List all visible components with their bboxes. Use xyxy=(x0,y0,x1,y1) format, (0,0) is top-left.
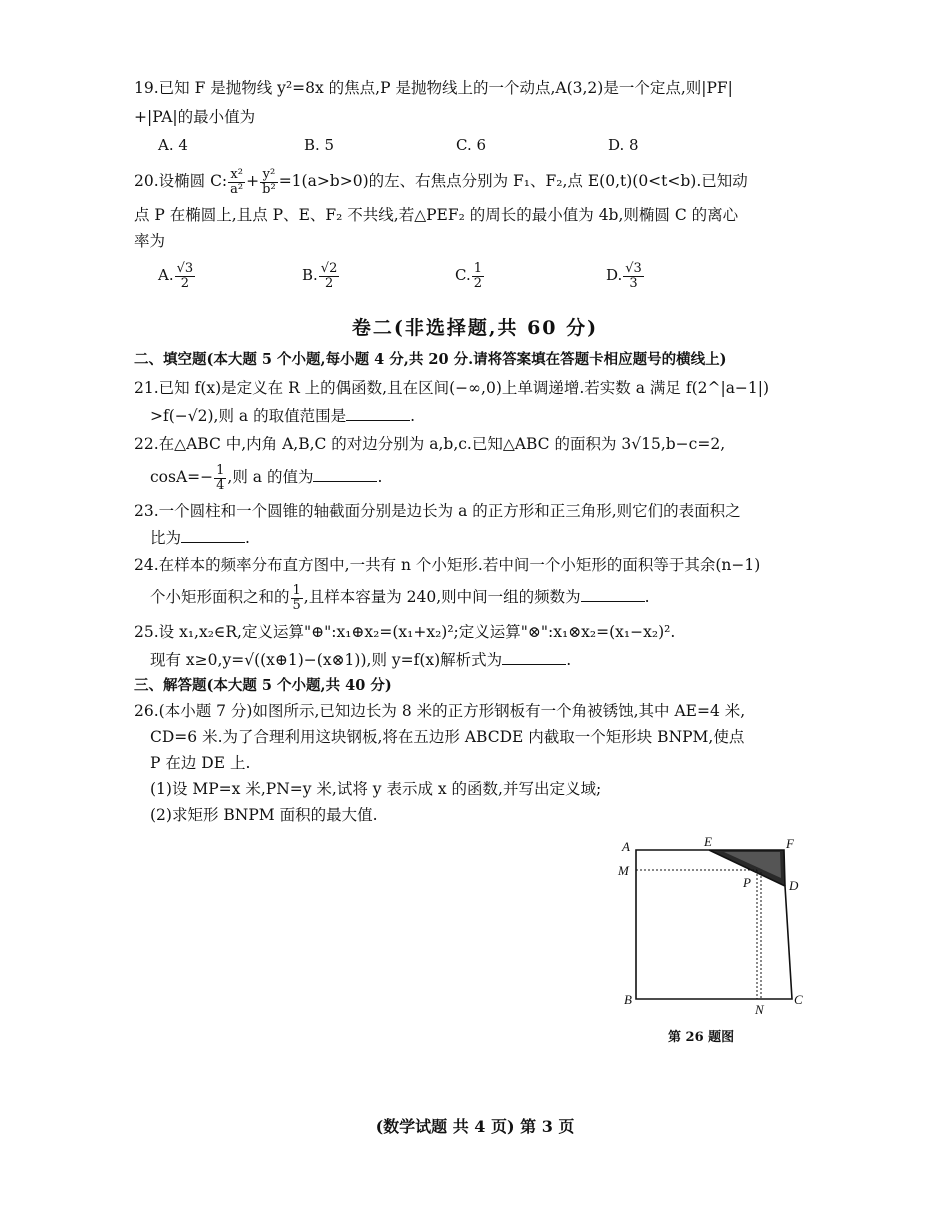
option-fraction xyxy=(319,262,340,291)
q21-line2-post: . xyxy=(410,407,416,425)
label-f: F xyxy=(786,836,794,851)
q26-figure xyxy=(612,832,822,1047)
q23-line2-pre: 比为 xyxy=(150,529,182,547)
fraction-denominator: 4 xyxy=(216,477,225,493)
q19-option-d: D. 8 xyxy=(608,136,639,154)
q22-fraction xyxy=(214,464,226,493)
fraction-denominator: 2 xyxy=(180,275,190,291)
label-n: N xyxy=(755,1002,764,1017)
q20-option-a xyxy=(158,258,196,292)
fraction-denominator: 3 xyxy=(629,275,638,291)
figure-caption: 第 26 题图 xyxy=(668,1030,735,1045)
q26-line2: CD=6 米.为了合理利用这块钢板,将在五边形 ABCDE 内截取一个矩形块 BNPM,使点 xyxy=(150,728,745,746)
q26-sub2: (2)求矩形 BNPM 面积的最大值. xyxy=(150,806,378,824)
option-label: C. xyxy=(455,266,471,284)
q20-line1-pre: 20.设椭圆 C: xyxy=(134,172,228,190)
part2-title: 卷二(非选择题,共 60 分) xyxy=(351,317,599,339)
q19-option-a: A. 4 xyxy=(158,136,188,154)
q25-line2-pre: 现有 x≥0,y=√((x⊕1)−(x⊗1)),则 y=f(x)解析式为 xyxy=(150,651,503,669)
q24-fraction xyxy=(291,584,303,613)
q20-line3: 率为 xyxy=(134,232,166,250)
option-fraction xyxy=(472,262,484,291)
fraction-numerator: y² xyxy=(260,168,278,183)
q24-line2-post: . xyxy=(644,588,650,606)
q20-option-c xyxy=(455,258,485,292)
q24-line2-pre: 个小矩形面积之和的 xyxy=(150,588,290,606)
fraction-denominator: 2 xyxy=(324,275,334,291)
page-footer: (数学试题 共 4 页) 第 3 页 xyxy=(375,1117,575,1136)
fraction-numerator: 1 xyxy=(292,582,301,598)
label-m: M xyxy=(618,863,629,878)
q19-line1: 19.已知 F 是抛物线 y²=8x 的焦点,P 是抛物线上的一个动点,A(3,2)是一个定点,则|PF| xyxy=(134,79,733,97)
section2-heading: 二、填空题(本大题 5 个小题,每小题 4 分,共 20 分.请将答案填在答题卡相应题号的横线上) xyxy=(134,351,727,368)
q23-line2-post: . xyxy=(245,529,250,547)
q21-line1: 21.已知 f(x)是定义在 R 上的偶函数,且在区间(−∞,0)上单调递增.若实数 a 满足 f(2^|a−1|) xyxy=(134,379,770,397)
q25-line2-post: . xyxy=(566,651,572,669)
option-label: A. xyxy=(158,266,174,284)
q23-line1: 23.一个圆柱和一个圆锥的轴截面分别是边长为 a 的正方形和正三角形,则它们的表面积之 xyxy=(134,502,741,520)
label-a: A xyxy=(622,839,630,854)
q22-line2 xyxy=(150,460,382,494)
q22-line1: 22.在△ABC 中,内角 A,B,C 的对边分别为 a,b,c.已知△ABC 的面积为 3√15,b−c=2, xyxy=(134,435,726,453)
q19-option-c: C. 6 xyxy=(456,136,487,154)
label-d: D xyxy=(789,878,799,893)
fraction-denominator: 5 xyxy=(292,597,301,613)
answer-blank xyxy=(346,406,410,421)
fraction-numerator: √2 xyxy=(320,260,338,276)
q21-line2 xyxy=(150,406,415,426)
q21-line2-pre: >f(−√2),则 a 的取值范围是 xyxy=(150,407,347,425)
option-fraction xyxy=(175,262,196,291)
label-p: P xyxy=(743,875,751,890)
q22-line2-pre: cosA=− xyxy=(150,468,214,486)
option-fraction xyxy=(623,262,644,291)
q24-line1: 24.在样本的频率分布直方图中,一共有 n 个小矩形.若中间一个小矩形的面积等于其余(n−1) xyxy=(134,556,761,574)
q20-ellipse-x-fraction xyxy=(228,168,245,197)
label-e: E xyxy=(704,834,712,849)
section3-heading: 三、解答题(本大题 5 个小题,共 40 分) xyxy=(134,677,392,694)
q22-line2-mid: ,则 a 的值为 xyxy=(227,468,314,486)
option-label: D. xyxy=(606,266,623,284)
fraction-numerator: √3 xyxy=(176,260,194,276)
q20-option-b xyxy=(302,258,340,292)
q20-line1: 20.设椭圆 C: $\frac{\text{x²}}{\text{a²}}$ + $\frac{\text{y²}}{\text{b²}}$ =1(a>b>0)的左、右焦点分别为 F₁、F₂,点 E(0,t)(0<t<b).已知动 xyxy=(134,166,748,197)
q24-line2-mid: ,且样本容量为 240,则中间一组的频数为 xyxy=(303,588,581,606)
fraction-denominator: a² xyxy=(230,181,244,197)
q24-line2 xyxy=(150,580,650,614)
q19-option-b: B. 5 xyxy=(304,136,335,154)
fraction-numerator: 1 xyxy=(473,260,482,276)
fraction-denominator: b² xyxy=(262,181,276,197)
q20-option-d xyxy=(606,258,645,292)
label-c: C xyxy=(794,992,803,1007)
option-label: B. xyxy=(302,266,318,284)
q19-line2: +|PA|的最小值为 xyxy=(134,108,256,126)
q26-line3: P 在边 DE 上. xyxy=(150,754,251,772)
answer-blank xyxy=(313,467,377,482)
q23-line2 xyxy=(150,528,250,548)
q20-line2: 点 P 在椭圆上,且点 P、E、F₂ 不共线,若△PEF₂ 的周长的最小值为 4b,则椭圆 C 的离心 xyxy=(134,206,739,224)
q20-line1-post: =1(a>b>0)的左、右焦点分别为 F₁、F₂,点 E(0,t)(0<t<b).已知动 xyxy=(278,172,748,190)
q26-sub1: (1)设 MP=x 米,PN=y 米,试将 y 表示成 x 的函数,并写出定义域; xyxy=(150,780,602,798)
answer-blank xyxy=(581,587,645,602)
q20-ellipse-y-fraction xyxy=(260,168,278,197)
q26-line1: 26.(本小题 7 分)如图所示,已知边长为 8 米的正方形钢板有一个角被锈蚀,其中 AE=4 米, xyxy=(134,702,746,720)
q25-line1: 25.设 x₁,x₂∈R,定义运算"⊕":x₁⊕x₂=(x₁+x₂)²;定义运算"⊗":x₁⊗x₂=(x₁−x₂)². xyxy=(134,623,676,641)
fraction-numerator: 1 xyxy=(216,462,225,478)
q25-line2 xyxy=(150,650,571,670)
label-b: B xyxy=(624,992,632,1007)
answer-blank xyxy=(502,650,566,665)
fraction-denominator: 2 xyxy=(473,275,482,291)
fraction-numerator: x² xyxy=(228,168,245,183)
fraction-numerator: √3 xyxy=(625,260,642,276)
answer-blank xyxy=(181,528,245,543)
q22-line2-post: . xyxy=(377,468,383,486)
